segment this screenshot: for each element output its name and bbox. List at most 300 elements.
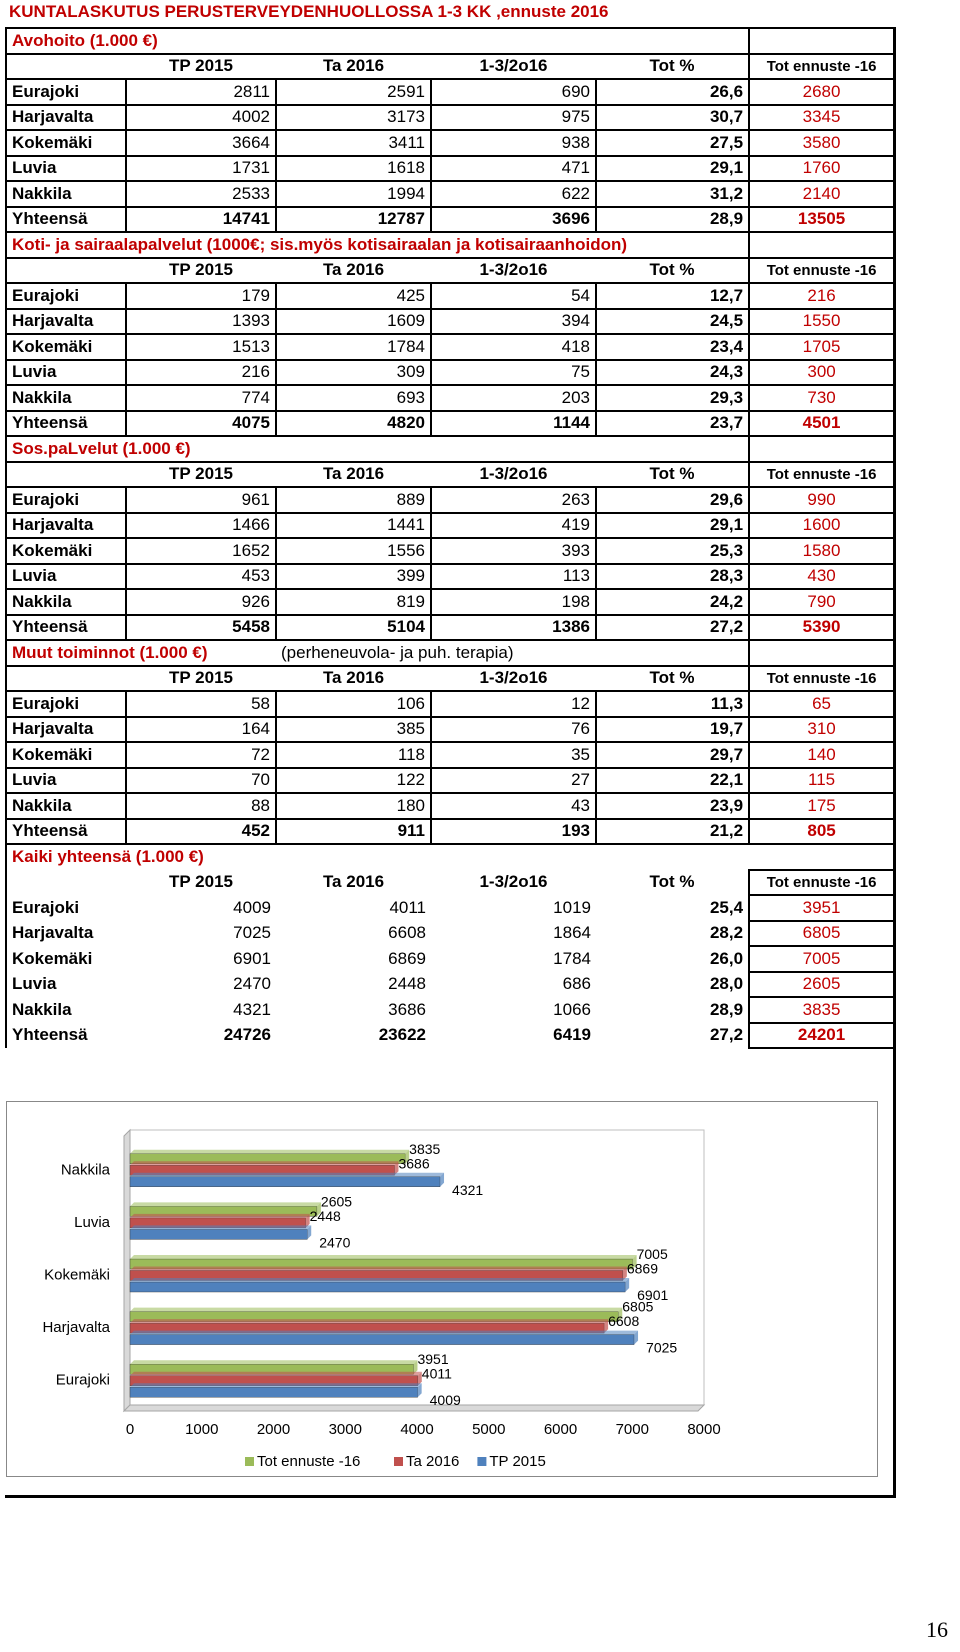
ta2016-cell: 23622 [378,1025,426,1045]
q1-cell: 1386 [431,615,596,641]
pct-cell: 23,4 [596,334,749,360]
header-blank-cell [6,870,126,896]
column-header: Tot % [649,464,695,484]
pct-cell: 30,7 [596,105,749,131]
ta2016-cell: 3686 [388,999,426,1019]
ta2016-cell: 1994 [276,181,431,207]
forecast-cell: 1760 [749,156,894,182]
municipality-name: Harjavalta [6,921,126,947]
table-row [6,79,894,105]
q1-cell: 203 [431,385,596,411]
ta2016-cell: 2591 [276,79,431,105]
bar-top [130,1214,310,1218]
table-row [6,691,894,717]
municipality-name: Eurajoki [6,691,126,717]
forecast-cell: 1600 [749,513,894,539]
column-header: TP 2015 [169,260,233,280]
table-row [6,334,894,360]
tp2015-cell: 926 [126,589,276,615]
municipality-name: Nakkila [6,385,126,411]
tp2015-cell: 2470 [233,974,271,994]
bar-chart [7,1102,877,1476]
pct-cell: 24,3 [596,360,749,386]
ta2016-cell: 122 [276,768,431,794]
pct-cell: 23,7 [596,411,749,437]
section-title-row [6,436,894,462]
column-header: 1-3/2o16 [479,668,548,688]
q1-cell: 622 [431,181,596,207]
total-row [6,615,894,641]
data-label: 4011 [421,1365,452,1382]
column-header: 1-3/2o16 [479,260,548,280]
tp2015-cell: 4321 [233,999,271,1019]
ta2016-cell: 911 [276,819,431,845]
municipality-name: Nakkila [6,997,126,1023]
bar-top [130,1383,422,1387]
municipality-name: Kokemäki [6,130,126,156]
column-header: Ta 2016 [322,260,385,280]
municipality-name: Nakkila [6,589,126,615]
data-label: 3835 [409,1140,441,1157]
forecast-cell: 1580 [749,538,894,564]
ta2016-cell: 12787 [276,207,431,233]
ta2016-cell: 5104 [276,615,431,641]
data-label: 6805 [622,1298,654,1315]
column-header: Tot % [649,872,695,892]
forecast-cell: 3951 [749,895,894,921]
ta2016-cell: 309 [276,360,431,386]
ta2016-cell: 399 [276,564,431,590]
ta2016-cell: 6869 [388,948,426,968]
x-tick-label: 2000 [256,1421,291,1438]
ta2016-cell: 4011 [389,897,426,917]
forecast-cell: 1550 [749,309,894,335]
pct-cell: 28,3 [596,564,749,590]
forecast-cell: 5390 [749,615,894,641]
q1-cell: 938 [431,130,596,156]
chart-frame [6,1101,878,1477]
data-label: 3686 [398,1155,430,1172]
municipality-name: Harjavalta [6,105,126,131]
tp2015-cell: 72 [126,742,276,768]
table-row [6,513,894,539]
q1-cell: 418 [431,334,596,360]
q1-cell: 6419 [553,1025,591,1045]
forecast-cell: 3345 [749,105,894,131]
x-tick-label: 7000 [615,1421,649,1438]
legend-swatch [477,1457,486,1466]
column-header-row [6,54,894,80]
table-row [6,895,894,921]
bar-top [130,1225,311,1229]
table-row [6,283,894,309]
category-label: Nakkila [60,1161,110,1179]
category-label: Eurajoki [55,1371,110,1389]
q1-cell: 43 [431,793,596,819]
pct-cell: 28,9 [596,207,749,233]
legend-label: TP 2015 [489,1453,546,1470]
pct-cell: 28,9 [709,999,744,1019]
forecast-cell: 24201 [749,1023,894,1049]
data-label: 4321 [452,1181,484,1198]
pct-cell: 12,7 [596,283,749,309]
column-header-row [6,462,894,488]
total-row [6,1023,894,1049]
municipality-name: Yhteensä [6,615,126,641]
section-title-blank-cell [749,232,894,258]
tp2015-cell: 1466 [126,513,276,539]
section-title-row [6,640,894,666]
tp2015-cell: 14741 [126,207,276,233]
q1-cell: 1784 [553,948,591,968]
section-title-blank-cell [749,640,894,666]
category-label: Luvia [74,1213,110,1231]
table-row [6,130,894,156]
tp2015-cell: 88 [126,793,276,819]
municipality-name: Nakkila [6,181,126,207]
forecast-cell: 1705 [749,334,894,360]
ta2016-cell: 3173 [276,105,431,131]
q1-cell: 3696 [431,207,596,233]
table-row [6,360,894,386]
municipality-name: Yhteensä [6,1023,126,1049]
pct-cell: 23,9 [596,793,749,819]
tp2015-cell: 6901 [233,948,271,968]
forecast-cell: 310 [749,717,894,743]
bar-top [130,1331,638,1335]
forecast-cell: 65 [749,691,894,717]
pct-cell: 27,2 [596,615,749,641]
section-title-blank-cell [749,436,894,462]
bar-top [130,1278,629,1282]
x-tick-label: 8000 [687,1421,721,1438]
q1-cell: 393 [431,538,596,564]
q1-cell: 35 [431,742,596,768]
bar [130,1335,634,1345]
ta2016-cell: 889 [276,487,431,513]
q1-cell: 471 [431,156,596,182]
municipality-name: Luvia [6,564,126,590]
q1-cell: 27 [431,768,596,794]
data-label: 6608 [608,1313,640,1330]
bar [130,1177,440,1187]
section-title-row [6,232,894,258]
pct-cell: 22,1 [596,768,749,794]
data-label: 2448 [309,1207,341,1224]
table-row [6,972,894,998]
bar-top [130,1360,417,1364]
municipality-name: Luvia [6,768,126,794]
x-tick-label: 4000 [400,1421,434,1438]
data-label: 2470 [319,1234,351,1251]
municipality-name: Eurajoki [6,283,126,309]
forecast-cell: 7005 [749,946,894,972]
total-row [6,207,894,233]
column-header: Ta 2016 [322,464,385,484]
q1-cell: 76 [431,717,596,743]
legend-swatch [394,1457,403,1466]
q1-cell: 193 [431,819,596,845]
category-label: Harjavalta [42,1319,110,1337]
ta2016-cell: 819 [276,589,431,615]
section-title-row [6,28,894,54]
forecast-cell: 805 [749,819,894,845]
ta2016-cell: 1609 [276,309,431,335]
tp2015-cell: 2533 [126,181,276,207]
column-header-row [6,666,894,692]
municipality-name: Kokemäki [6,946,126,972]
table-row [6,921,894,947]
column-header: 1-3/2o16 [479,872,548,892]
q1-cell: 419 [431,513,596,539]
pct-cell: 27,2 [709,1025,744,1045]
ta2016-cell: 180 [276,793,431,819]
section-title: Sos.paLvelut (1.000 €) [6,436,749,462]
column-header: 1-3/2o16 [479,56,548,76]
tp2015-cell: 4009 [233,897,271,917]
q1-cell: 12 [431,691,596,717]
ta2016-cell: 118 [276,742,431,768]
ta2016-cell: 693 [276,385,431,411]
bar-top [130,1319,608,1323]
tp2015-cell: 1652 [126,538,276,564]
tp2015-cell: 774 [126,385,276,411]
column-header: 1-3/2o16 [479,464,548,484]
table-row [6,793,894,819]
tp2015-cell: 7025 [233,923,271,943]
column-header: Ta 2016 [322,668,385,688]
x-tick-label: 6000 [543,1421,578,1438]
q1-cell: 198 [431,589,596,615]
data-label: 4009 [429,1392,461,1409]
column-header: TP 2015 [169,668,233,688]
pct-cell: 26,6 [596,79,749,105]
municipality-name: Eurajoki [6,487,126,513]
forecast-cell: 4501 [749,411,894,437]
ta2016-cell: 2448 [388,974,426,994]
table-row [6,156,894,182]
table-row [6,997,894,1023]
forecast-cell: 13505 [749,207,894,233]
column-header: Tot % [649,668,695,688]
forecast-cell: 300 [749,360,894,386]
table-row [6,742,894,768]
q1-cell: 1864 [553,923,591,943]
q1-cell: 1144 [431,411,596,437]
bar [130,1387,418,1397]
tp2015-cell: 4002 [126,105,276,131]
billing-table [5,27,895,1049]
table-row [6,717,894,743]
column-header: TP 2015 [169,464,233,484]
pct-cell: 21,2 [596,819,749,845]
data-label: 2605 [320,1193,353,1210]
tp2015-cell: 3664 [126,130,276,156]
bar-top [130,1267,627,1271]
section-title-row [6,844,894,870]
header-blank-cell [6,462,126,488]
ta2016-cell: 1784 [276,334,431,360]
pct-cell: 25,3 [596,538,749,564]
tp2015-cell: 179 [126,283,276,309]
legend-swatch [245,1457,254,1466]
section-note: (perheneuvola- ja puh. terapia) [276,640,749,666]
header-blank-cell [6,258,126,284]
table-row [6,589,894,615]
q1-cell: 263 [431,487,596,513]
q1-cell: 75 [431,360,596,386]
bar-top [130,1372,422,1376]
total-row [6,411,894,437]
tp2015-cell: 1513 [126,334,276,360]
pct-cell: 28,0 [709,974,744,994]
section-title: Muut toiminnot (1.000 €) [6,640,276,666]
municipality-name: Nakkila [6,793,126,819]
forecast-cell: 2140 [749,181,894,207]
q1-cell: 1019 [553,897,591,917]
bar [130,1282,625,1292]
ta2016-cell: 1618 [276,156,431,182]
plot-floor [124,1405,704,1411]
pct-cell: 19,7 [596,717,749,743]
legend-label: Ta 2016 [406,1453,460,1470]
municipality-name: Kokemäki [6,334,126,360]
table-row [6,487,894,513]
tp2015-cell: 452 [126,819,276,845]
municipality-name: Eurajoki [6,79,126,105]
forecast-cell: 175 [749,793,894,819]
municipality-name: Luvia [6,156,126,182]
data-label: 3951 [417,1351,449,1368]
q1-cell: 113 [431,564,596,590]
municipality-name: Kokemäki [6,742,126,768]
q1-cell: 975 [431,105,596,131]
pct-cell: 29,1 [596,156,749,182]
municipality-name: Harjavalta [6,513,126,539]
bar-top [130,1161,398,1165]
x-tick-label: 0 [125,1421,135,1438]
bar-top [130,1202,321,1206]
table-row [6,385,894,411]
ta2016-cell: 385 [276,717,431,743]
pct-cell: 25,4 [709,897,744,917]
tp2015-cell: 1731 [126,156,276,182]
pct-cell: 29,7 [596,742,749,768]
category-label: Kokemäki [44,1266,110,1284]
bar-top [130,1150,409,1154]
column-header: Ta 2016 [322,56,385,76]
tp2015-cell: 58 [126,691,276,717]
municipality-name: Luvia [6,360,126,386]
municipality-name: Eurajoki [6,895,126,921]
total-row [6,819,894,845]
section-title: Kaiki yhteensä (1.000 €) [6,844,749,870]
header-blank-cell [6,666,126,692]
ta2016-cell: 1556 [276,538,431,564]
column-header: Tot % [649,260,695,280]
tp2015-cell: 2811 [126,79,276,105]
column-header: Tot ennuste -16 [749,258,894,284]
tp2015-cell: 164 [126,717,276,743]
page-title: KUNTALASKUTUS PERUSTERVEYDENHUOLLOSSA 1-3 KK ,ennuste 2016 [9,2,609,21]
ta2016-cell: 425 [276,283,431,309]
column-header-row [6,258,894,284]
pct-cell: 24,5 [596,309,749,335]
column-header: Tot ennuste -16 [749,462,894,488]
bar [130,1229,307,1239]
header-blank-cell [6,54,126,80]
tp2015-cell: 70 [126,768,276,794]
column-header: TP 2015 [169,872,233,892]
column-header-row [6,870,894,896]
tp2015-cell: 961 [126,487,276,513]
table-row [6,105,894,131]
bar-top [130,1255,637,1259]
table-row [6,564,894,590]
data-label: 6901 [637,1287,669,1303]
section-title-blank-cell [749,844,894,870]
municipality-name: Yhteensä [6,819,126,845]
column-header: Tot ennuste -16 [749,666,894,692]
x-tick-label: 5000 [472,1421,506,1438]
tp2015-cell: 4075 [126,411,276,437]
forecast-cell: 730 [749,385,894,411]
forecast-cell: 430 [749,564,894,590]
forecast-cell: 216 [749,283,894,309]
municipality-name: Luvia [6,972,126,998]
pct-cell: 27,5 [596,130,749,156]
forecast-cell: 6805 [749,921,894,947]
municipality-name: Harjavalta [6,717,126,743]
x-tick-label: 3000 [328,1421,362,1438]
table-row [6,768,894,794]
tp2015-cell: 1393 [126,309,276,335]
forecast-cell: 140 [749,742,894,768]
column-header: Tot ennuste -16 [749,54,894,80]
column-header: Tot % [649,56,695,76]
section-title-blank-cell [749,28,894,54]
ta2016-cell: 4820 [276,411,431,437]
forecast-cell: 3835 [749,997,894,1023]
section-title: Koti- ja sairaalapalvelut (1000€; sis.myös kotisairaalan ja kotisairaanhoidon) [6,232,749,258]
column-header: TP 2015 [169,56,233,76]
table-row [6,309,894,335]
q1-cell: 1066 [553,999,591,1019]
pct-cell: 29,1 [596,513,749,539]
tp2015-cell: 216 [126,360,276,386]
forecast-cell: 115 [749,768,894,794]
ta2016-cell: 1441 [276,513,431,539]
data-label: 7025 [646,1339,678,1356]
q1-cell: 394 [431,309,596,335]
q1-cell: 54 [431,283,596,309]
municipality-name: Kokemäki [6,538,126,564]
pct-cell: 11,3 [596,691,749,717]
table-row [6,538,894,564]
forecast-cell: 2680 [749,79,894,105]
table-row [6,946,894,972]
municipality-name: Yhteensä [6,207,126,233]
data-label: 6869 [626,1260,659,1277]
forecast-cell: 990 [749,487,894,513]
legend-label: Tot ennuste -16 [257,1453,361,1470]
forecast-cell: 2605 [749,972,894,998]
column-header: Tot ennuste -16 [749,870,894,896]
ta2016-cell: 3411 [276,130,431,156]
x-tick-label: 1000 [185,1421,219,1438]
q1-cell: 690 [431,79,596,105]
ta2016-cell: 6608 [388,923,426,943]
